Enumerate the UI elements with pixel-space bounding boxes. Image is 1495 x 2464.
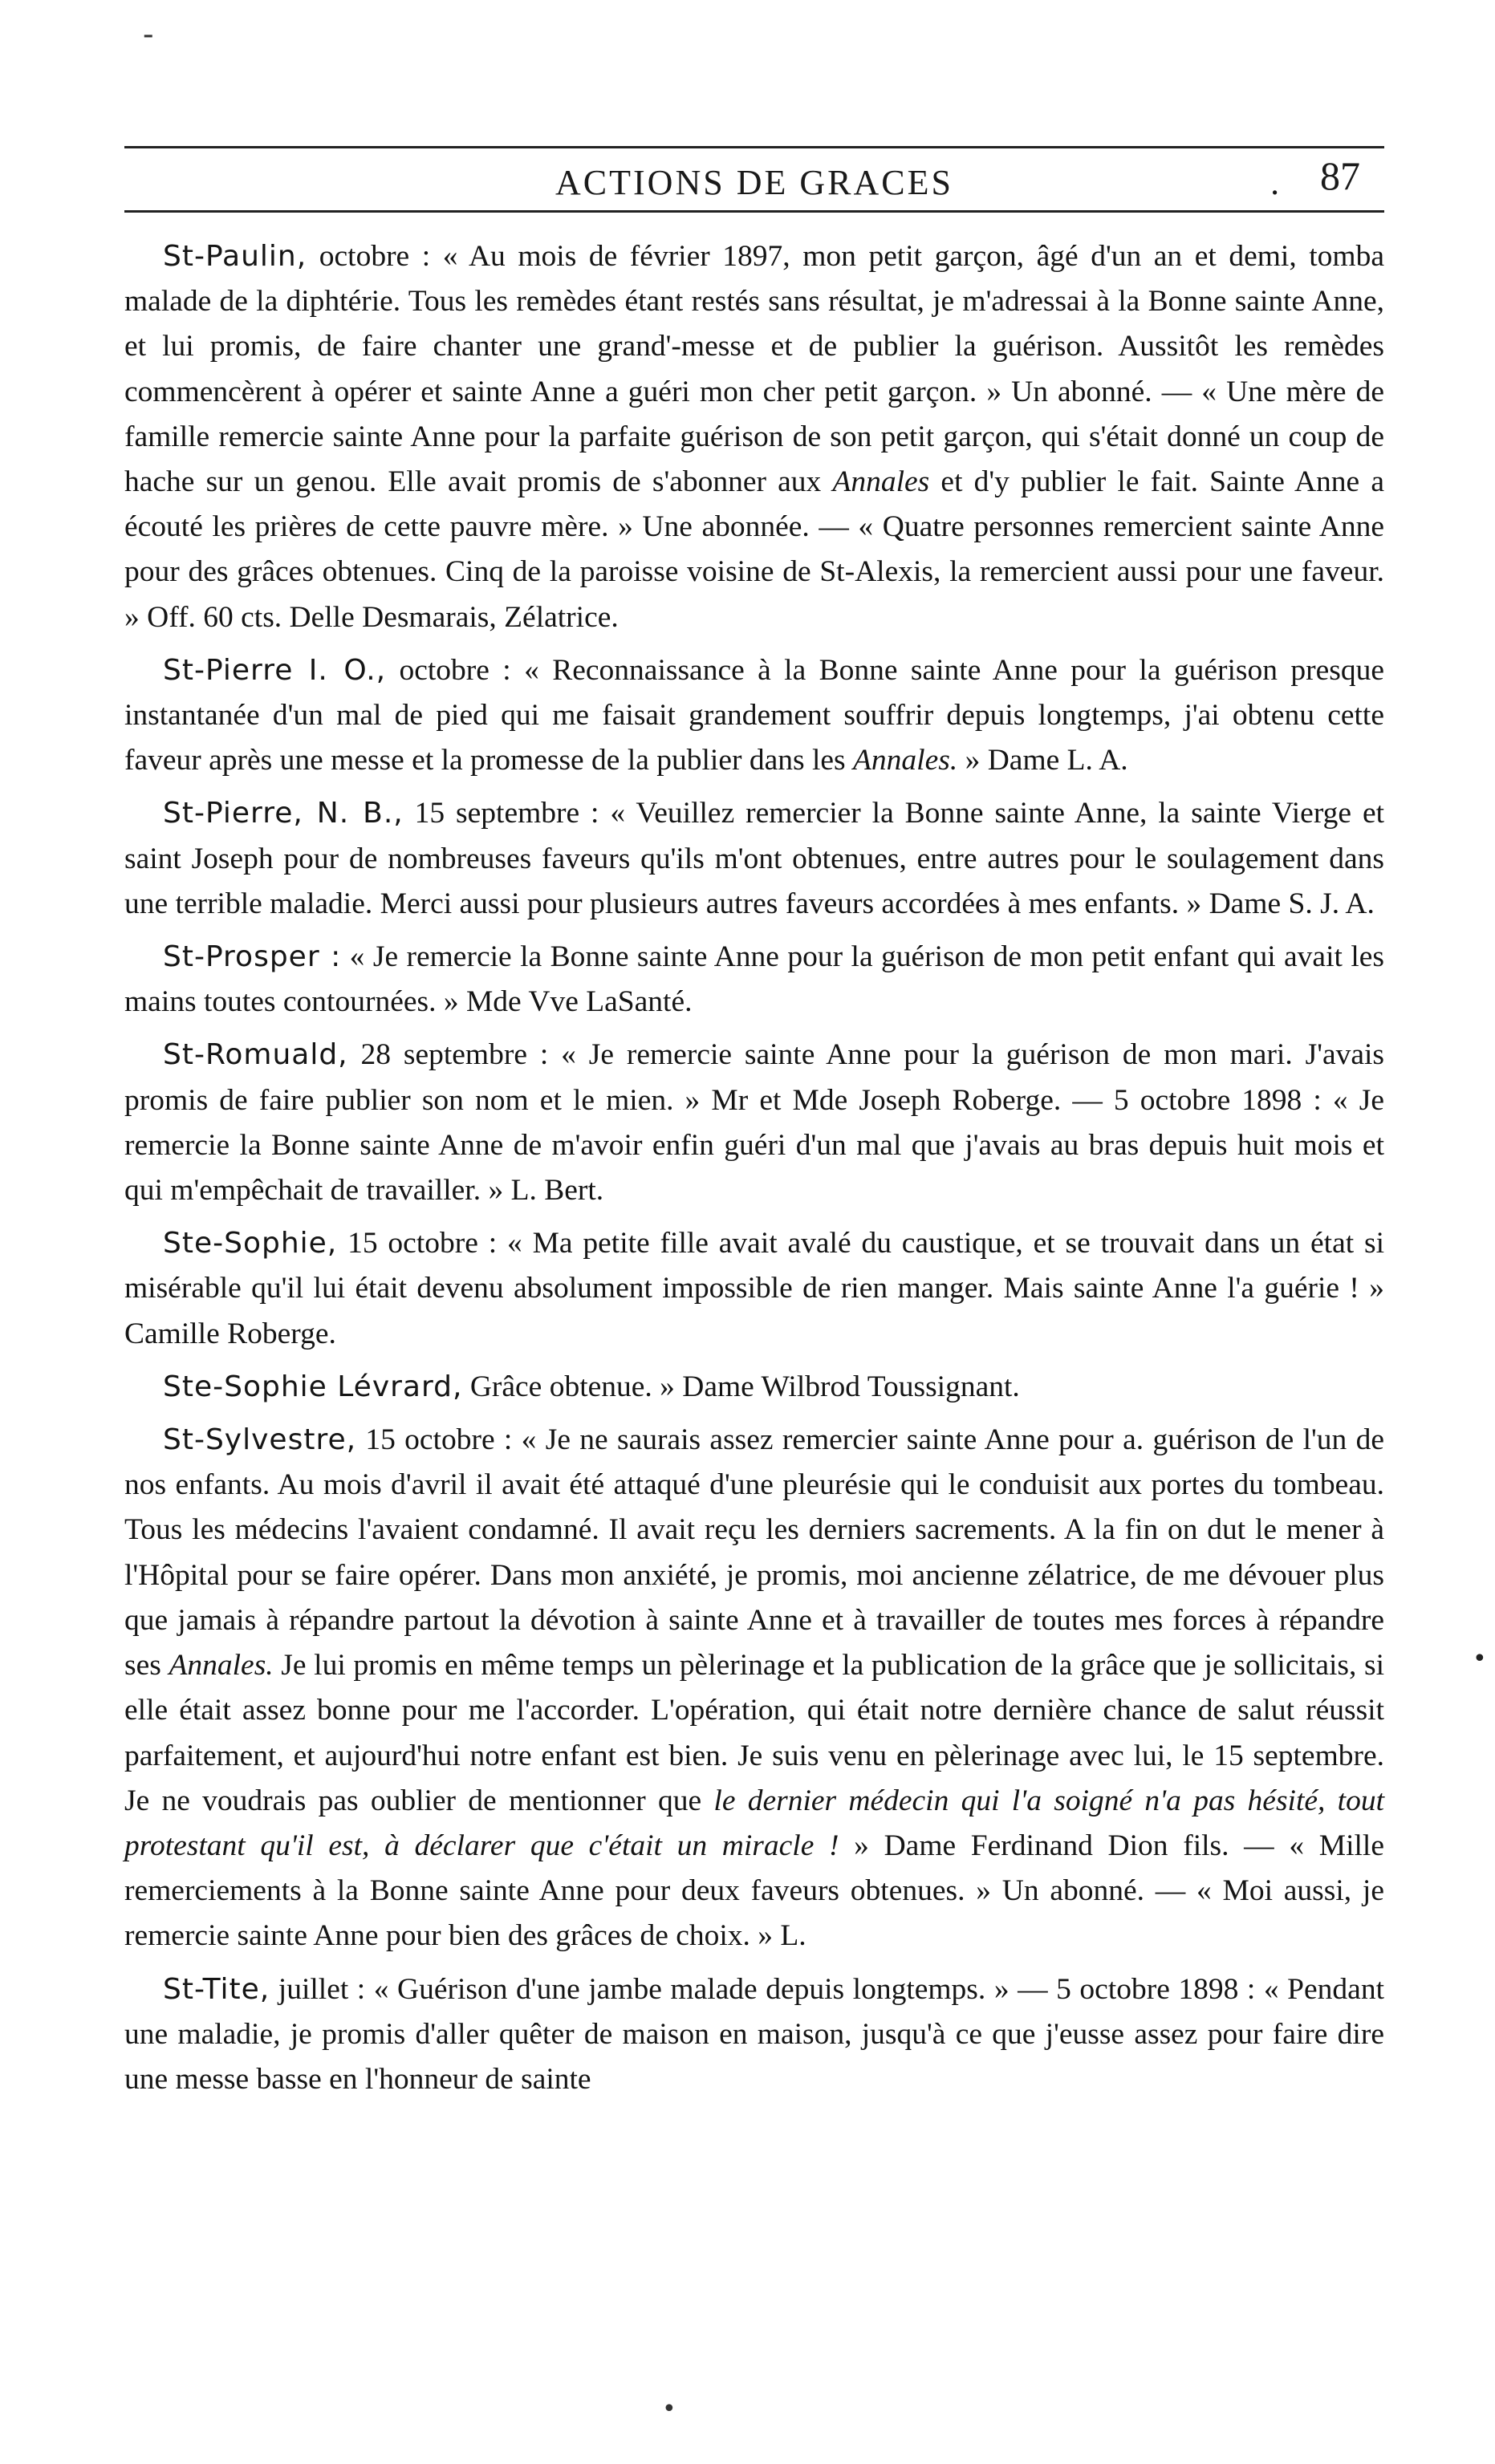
entry-st-prosper bbox=[124, 935, 1384, 1025]
body-text bbox=[124, 234, 1384, 2110]
entry-text: 28 septembre : « Je remercie sainte Anne pour la guérison de mon mari. J'avais promis de faire publier son nom et le mien. » Mr et Mde Joseph Roberge. — 5 octobre 1898 : « Je remercie la Bonne sainte Anne de m'avoir enfin guéri d'un mal que j'avais au bras depuis huit mois et qui m'empêchait de travailler. » L. Bert. bbox=[124, 1038, 1384, 1208]
top-mark: - bbox=[143, 16, 154, 53]
entry-italic: Annales. bbox=[169, 1649, 274, 1683]
entry-st-tite bbox=[124, 1967, 1384, 2103]
entry-text-after: Je lui promis en même temps un pèlerinage et la publication de la grâce que je sollicitais, si elle était assez bonne pour me l'accorder. L'opération, qui était notre dernière chance de salut réussit parfaitement, et aujourd'hui notre enfant est bien. Je suis venu en pèlerinage avec lui, le 15 septembre. Je ne voudrais pas oublier de mentionner que bbox=[124, 1649, 1384, 1817]
margin-dot: • bbox=[1473, 1645, 1487, 1673]
entry-text: octobre : « Au mois de février 1897, mon petit garçon, âgé d'un an et demi, tomba malade de la diphtérie. Tous les remèdes étant restés sans résultat, je m'adressai à la Bonne sainte Anne, et lui promis, de faire chanter une grand'-messe et de publier la guérison. Aussitôt les remèdes commencèrent à opérer et sainte Anne a guéri mon cher petit garçon. » Un abonné. — « Une mère de famille remercie sainte Anne pour la parfaite guérison de son petit garçon, qui s'était donné un coup de hache sur un genou. Elle avait promis de s'abonner aux bbox=[124, 240, 1384, 499]
entry-st-sylvestre bbox=[124, 1418, 1384, 1959]
entry-place: St-Sylvestre, bbox=[163, 1423, 357, 1457]
entry-st-pierre-nb bbox=[124, 791, 1384, 927]
header-rule-bottom bbox=[124, 210, 1384, 213]
entry-place: St-Prosper : bbox=[163, 940, 342, 974]
entry-text: « Je remercie la Bonne sainte Anne pour la guérison de mon petit enfant qui avait les mains toutes contournées. » Mde Vve LaSanté. bbox=[124, 940, 1384, 1019]
entry-ste-sophie bbox=[124, 1221, 1384, 1357]
entry-text: 15 octobre : « Je ne saurais assez remercier sainte Anne pour a. guérison de l'un de nos enfants. Au mois d'avril il avait été attaqué d'une pleurésie qui le conduisit aux portes du tombeau. Tous les médecins l'avaient condamné. Il avait reçu les derniers sacrements. A la fin on dut le mener à l'Hôpital pour se faire opérer. Dans mon anxiété, je promis, moi ancienne zélatrice, de me dévouer plus que jamais à répandre partout la dévotion à sainte Anne et à travailler de toutes mes forces à répandre ses bbox=[124, 1423, 1384, 1683]
entry-place: Ste-Sophie Lévrard, bbox=[163, 1370, 463, 1403]
entry-text: Grâce obtenue. » Dame Wilbrod Toussignant. bbox=[462, 1370, 1020, 1403]
entry-place: St-Pierre, N. B., bbox=[163, 797, 404, 830]
running-title: ACTIONS DE GRACES bbox=[555, 163, 953, 202]
entry-ste-sophie-levrard bbox=[124, 1365, 1384, 1410]
running-header bbox=[124, 152, 1384, 209]
entry-text-after-quote: » Dame Ferdinand Dion fils. — « Mille remerciements à la Bonne sainte Anne pour deux faveurs obtenues. » Un abonné. — « Moi aussi, je remercie sainte Anne pour bien des grâces de choix. » L. bbox=[124, 1829, 1384, 1953]
entry-st-paulin bbox=[124, 234, 1384, 640]
page-number: 87 bbox=[1320, 153, 1360, 198]
entry-text: 15 octobre : « Ma petite fille avait avalé du caustique, et se trouvait dans un état si misérable qu'il lui était devenu absolument impossible de rien manger. Mais sainte Anne l'a guérie ! » Camille Roberge. bbox=[124, 1227, 1384, 1350]
entry-place: St-Pierre I. O., bbox=[163, 653, 387, 687]
entry-place: Ste-Sophie, bbox=[163, 1227, 338, 1260]
entry-text-after: » Dame L. A. bbox=[957, 744, 1128, 777]
header-dot: . bbox=[1270, 165, 1280, 202]
entry-text: 15 septembre : « Veuillez remercier la Bonne sainte Anne, la sainte Vierge et saint Joseph pour de nombreuses faveurs qu'ils m'ont obtenues, entre autres pour le soulagement dans une terrible maladie. Merci aussi pour plusieurs autres faveurs accordées à mes enfants. » Dame S. J. A. bbox=[124, 797, 1385, 920]
entry-italic: Annales bbox=[832, 465, 930, 499]
entry-place: St-Tite, bbox=[163, 1972, 270, 2006]
entry-italic-quote: le dernier médecin qui l'a soigné n'a pas hésité, tout protestant qu'il est, à déclarer que c'était un miracle ! bbox=[124, 1784, 1384, 1862]
entry-place: St-Romuald, bbox=[163, 1038, 348, 1072]
entry-place: St-Paulin, bbox=[163, 240, 307, 273]
header-rule-top bbox=[124, 146, 1384, 148]
entry-italic: Annales. bbox=[853, 744, 958, 777]
footer-dot: • bbox=[662, 2395, 676, 2423]
entry-st-romuald bbox=[124, 1033, 1384, 1213]
entry-text: octobre : « Reconnaissance à la Bonne sainte Anne pour la guérison presque instantanée d'un mal de pied qui me faisait grandement souffrir depuis longtemps, j'ai obtenu cette faveur après une messe et la promesse de la publier dans les bbox=[124, 653, 1385, 777]
entry-text-after: et d'y publier le fait. Sainte Anne a écouté les prières de cette pauvre mère. » Une abonnée. — « Quatre personnes remercient sainte Anne pour des grâces obtenues. Cinq de la paroisse voisine de St-Alexis, la remercient aussi pour une faveur. » Off. 60 cts. Delle Desmarais, Zélatrice. bbox=[124, 465, 1384, 634]
entry-text: juillet : « Guérison d'une jambe malade depuis longtemps. » — 5 octobre 1898 : « Pendant une maladie, je promis d'aller quêter de maison en maison, jusqu'à ce que j'eusse assez pour faire dire une messe basse en l'honneur de sainte bbox=[124, 1972, 1384, 2096]
entry-st-pierre-io bbox=[124, 648, 1384, 784]
